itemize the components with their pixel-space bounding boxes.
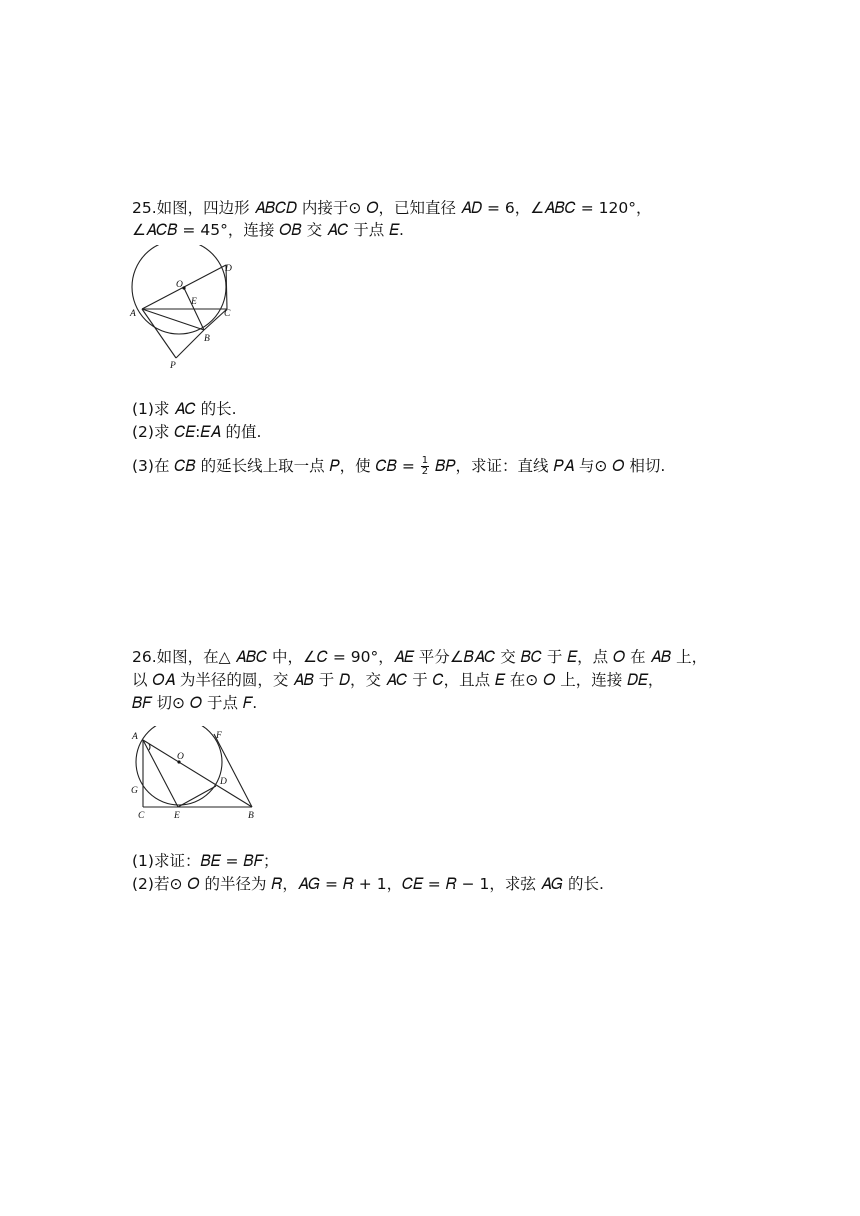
circle-o bbox=[136, 726, 222, 805]
segment-ab bbox=[142, 309, 204, 330]
problem25-statement-line2: ∠𝐴𝐶𝐵 = 45°，连接 𝑂𝐵 交 𝐴𝐶 于点 𝐸. bbox=[132, 221, 404, 239]
label-d: D bbox=[225, 264, 232, 274]
problem26-statement-line2: 以 𝑂𝐴 为半径的圆，交 𝐴𝐵 于 𝐷，交 𝐴𝐶 于 𝐶，且点 𝐸 在⊙ 𝑂 上，连接 𝐷𝐸， bbox=[132, 671, 664, 689]
fraction-denominator: 2 bbox=[421, 466, 429, 477]
point-o bbox=[182, 286, 185, 289]
problem25-figure bbox=[128, 245, 243, 373]
label-f: F bbox=[216, 731, 222, 741]
label-g: G bbox=[131, 786, 138, 796]
label-c: C bbox=[138, 811, 145, 821]
segment-de bbox=[178, 786, 216, 807]
problem26-question-2: (2)若⊙ 𝑂 的半径为 𝑅，𝐴𝐺 = 𝑅 + 1，𝐶𝐸 = 𝑅 − 1，求弦 𝐴𝐺 的长. bbox=[132, 875, 604, 893]
label-o: O bbox=[177, 752, 184, 762]
label-o: O bbox=[176, 280, 183, 290]
segment-ae bbox=[143, 740, 178, 807]
problem26-statement-line3: 𝐵𝐹 切⊙ 𝑂 于点 𝐹. bbox=[132, 694, 258, 712]
q3-text-before: (3)在 𝐶𝐵 的延长线上取一点 𝑃，使 𝐶𝐵 = bbox=[132, 457, 415, 475]
label-b: B bbox=[204, 334, 210, 344]
q3-text-after: 𝐵𝑃，求证：直线 𝑃𝐴 与⊙ 𝑂 相切. bbox=[435, 457, 666, 475]
label-b: B bbox=[248, 811, 254, 821]
fraction-one-half bbox=[421, 456, 429, 477]
label-e: E bbox=[191, 297, 197, 307]
problem26-figure bbox=[128, 726, 263, 824]
label-e: E bbox=[174, 811, 180, 821]
problem25-question-3 bbox=[132, 455, 665, 477]
segment-bf bbox=[214, 734, 252, 807]
problem25-statement-line1: 25.如图，四边形 𝐴𝐵𝐶𝐷 内接于⊙ 𝑂，已知直径 𝐴𝐷 = 6，∠𝐴𝐵𝐶 = 120°， bbox=[132, 199, 652, 217]
label-c: C bbox=[224, 309, 231, 319]
label-a: A bbox=[132, 732, 138, 742]
fraction-numerator: 1 bbox=[421, 455, 429, 466]
label-p: P bbox=[170, 361, 176, 371]
problem25-question-2: (2)求 𝐶𝐸:𝐸𝐴 的值. bbox=[132, 423, 262, 441]
problem25-question-1: (1)求 𝐴𝐶 的长. bbox=[132, 400, 237, 418]
problem26-question-1: (1)求证：𝐵𝐸 = 𝐵𝐹； bbox=[132, 852, 279, 870]
problem26-statement-line1: 26.如图，在△ 𝐴𝐵𝐶 中，∠𝐶 = 90°，𝐴𝐸 平分∠𝐵𝐴𝐶 交 𝐵𝐶 于 𝐸，点 𝑂 在 𝐴𝐵 上， bbox=[132, 648, 708, 666]
angle-mark bbox=[149, 744, 150, 750]
label-d: D bbox=[220, 777, 227, 787]
segment-ab bbox=[143, 740, 252, 807]
label-a: A bbox=[130, 309, 136, 319]
